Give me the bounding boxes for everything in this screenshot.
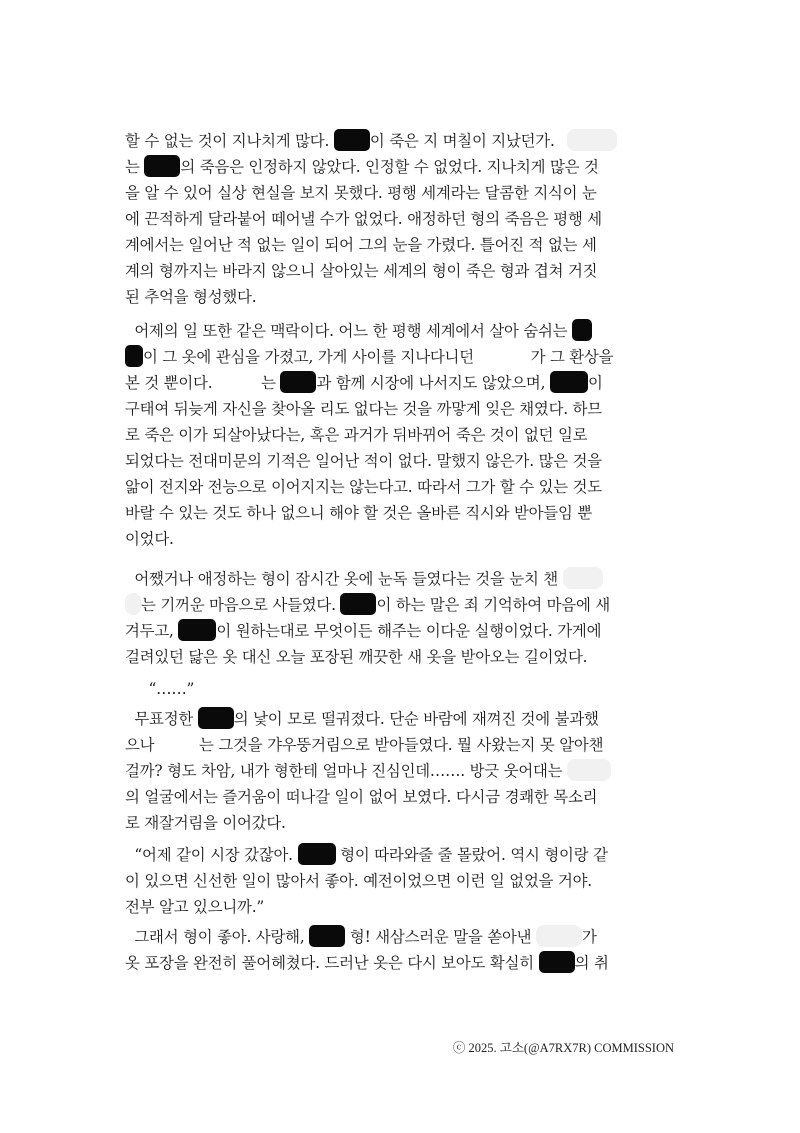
text-run: 는 기꺼운 마음으로 사들였다. bbox=[141, 596, 341, 614]
text-run: 형이 따라와줄 줄 몰랐어. 역시 형이랑 같 bbox=[335, 846, 608, 864]
text-run: 는 bbox=[261, 374, 281, 392]
text-run: 에 끈적하게 달라붙어 떼어낼 수가 없었다. 애정하던 형의 죽음은 평행 세 bbox=[125, 210, 602, 228]
text-run: 의 얼굴에서는 즐거움이 떠나갈 일이 없어 보였다. 다시금 경쾌한 목소리 bbox=[125, 788, 598, 806]
text-run: 본 것 뿐이다. bbox=[125, 374, 218, 392]
text-run: 되었다는 전대미문의 기적은 일어난 적이 없다. 말했지 않은가. 많은 것을 bbox=[125, 452, 602, 470]
text-run: 겨두고, bbox=[125, 622, 179, 640]
blank-gap bbox=[217, 371, 261, 393]
text-run: 으나 bbox=[125, 736, 160, 754]
redaction-block bbox=[550, 371, 588, 393]
text-run: 이 하는 말은 죄 기억하여 마음에 새 bbox=[376, 596, 610, 614]
text-run: 무표정한 bbox=[125, 710, 198, 728]
text-line bbox=[125, 344, 685, 370]
text-run: 계에서는 일어난 적 없는 일이 되어 그의 눈을 가렸다. 틀어진 적 없는 세 bbox=[125, 236, 597, 254]
text-line bbox=[125, 894, 685, 920]
text-run: 옷 포장을 완전히 풀어헤쳤다. 드러난 옷은 다시 보아도 확실히 bbox=[125, 954, 539, 972]
redaction-block bbox=[340, 593, 376, 615]
text-run: 가 bbox=[582, 928, 597, 946]
text-run: “……” bbox=[125, 680, 195, 698]
text-run: 이 bbox=[587, 374, 603, 392]
text-run: 계의 형까지는 바라지 않으니 살아있는 세계의 형이 죽은 형과 겹쳐 거짓 bbox=[125, 262, 598, 280]
text-run: 형! 새삼스러운 말을 쏟아낸 bbox=[345, 928, 537, 946]
redaction-block bbox=[125, 345, 143, 367]
text-line bbox=[125, 784, 685, 810]
text-line bbox=[125, 732, 685, 758]
text-line bbox=[125, 842, 685, 868]
redaction-block bbox=[298, 843, 336, 865]
text-line bbox=[125, 422, 685, 448]
text-line bbox=[125, 618, 685, 644]
text-line bbox=[125, 592, 685, 618]
text-run: 이었다. bbox=[125, 530, 174, 548]
faint-redaction bbox=[536, 925, 582, 947]
text-line bbox=[125, 566, 685, 592]
text-run: 이 죽은 지 며칠이 지났던가. bbox=[369, 132, 555, 150]
blank-gap bbox=[479, 345, 531, 367]
text-line bbox=[125, 206, 685, 232]
text-run: 이 있으면 신선한 일이 많아서 좋아. 예전이었으면 이런 일 없었을 거야. bbox=[125, 872, 592, 890]
text-line bbox=[125, 154, 685, 180]
text-run: 는 그것을 갸우뚱거림으로 받아들였다. 뭘 사왔는지 못 알아챈 bbox=[199, 736, 604, 754]
text-run: 는 bbox=[125, 158, 145, 176]
text-line bbox=[125, 500, 685, 526]
faint-redaction bbox=[567, 759, 611, 781]
text-line bbox=[125, 644, 685, 670]
text-run: 구태여 뒤늦게 자신을 찾아올 리도 없다는 것을 까맣게 잊은 채였다. 하므 bbox=[125, 400, 602, 418]
text-line bbox=[125, 924, 685, 950]
text-run: 걸까? 형도 차암, 내가 형한테 얼마나 진심인데……. 방긋 웃어대는 bbox=[125, 762, 568, 780]
text-line bbox=[125, 284, 685, 310]
faint-redaction bbox=[567, 129, 617, 151]
text-run: 전부 알고 있으니까.” bbox=[125, 898, 265, 916]
text-run: 어제의 일 또한 같은 맥락이다. 어느 한 평행 세계에서 살아 숨쉬는 bbox=[125, 322, 573, 340]
text-line bbox=[125, 318, 685, 344]
blank-gap bbox=[159, 733, 199, 755]
text-line bbox=[125, 370, 685, 396]
text-line bbox=[125, 474, 685, 500]
text-line bbox=[125, 448, 685, 474]
text-run: 할 수 없는 것이 지나치게 많다. bbox=[125, 132, 334, 150]
text-run: 된 추억을 형성했다. bbox=[125, 288, 257, 306]
redaction-block bbox=[572, 319, 592, 341]
text-line bbox=[125, 526, 685, 552]
text-run: 의 죽음은 인정하지 않았다. 인정할 수 없었다. 지나치게 많은 것 bbox=[180, 158, 599, 176]
redaction-block bbox=[334, 129, 370, 151]
redaction-block bbox=[539, 951, 575, 973]
text-run: 어쨌거나 애정하는 형이 잠시간 옷에 눈독 들였다는 것을 눈치 챈 bbox=[125, 570, 563, 588]
text-line bbox=[125, 810, 685, 836]
faint-redaction bbox=[563, 567, 603, 589]
text-line bbox=[125, 180, 685, 206]
redaction-block bbox=[144, 155, 180, 177]
text-run: 을 알 수 있어 실상 현실을 보지 못했다. 평행 세계라는 달콤한 지식이 눈 bbox=[125, 184, 597, 202]
text-run: 그래서 형이 좋아. 사랑해, bbox=[125, 928, 310, 946]
text-line bbox=[125, 232, 685, 258]
text-run: 과 함께 시장에 나서지도 않았으며, bbox=[316, 374, 550, 392]
text-line bbox=[125, 258, 685, 284]
text-line bbox=[125, 950, 685, 976]
text-run: “어제 같이 시장 갔잖아. bbox=[125, 846, 298, 864]
text-line bbox=[125, 706, 685, 732]
redaction-block bbox=[309, 925, 345, 947]
redaction-block bbox=[280, 371, 316, 393]
redaction-block bbox=[198, 707, 234, 729]
copyright-footer: ⓒ 2025. 고소(@A7RX7R) COMMISSION bbox=[452, 1041, 674, 1055]
text-run: 의 낯이 모로 떨궈졌다. 단순 바람에 재껴진 것에 불과했 bbox=[233, 710, 599, 728]
text-run: 앎이 전지와 전능으로 이어지지는 않는다고. 따라서 그가 할 수 있는 것도 bbox=[125, 478, 602, 496]
text-run: 가 그 환상을 bbox=[530, 348, 614, 366]
redaction-block bbox=[178, 619, 216, 641]
text-line bbox=[125, 676, 685, 702]
text-run: 로 죽은 이가 되살아났다는, 혹은 과거가 뒤바뀌어 죽은 것이 없던 일로 bbox=[125, 426, 588, 444]
text-line bbox=[125, 396, 685, 422]
faint-redaction bbox=[125, 593, 141, 615]
text-run: 이 그 옷에 관심을 가졌고, 가게 사이를 지나다니던 bbox=[143, 348, 479, 366]
text-run: 의 취 bbox=[574, 954, 609, 972]
text-run: 이 원하는대로 무엇이든 해주는 이다운 실행이었다. 가게에 bbox=[216, 622, 602, 640]
text-line bbox=[125, 758, 685, 784]
text-line bbox=[125, 868, 685, 894]
text-run: 로 재잘거림을 이어갔다. bbox=[125, 814, 286, 832]
text-run: 걸려있던 닳은 옷 대신 오늘 포장된 깨끗한 새 옷을 받아오는 길이었다. bbox=[125, 648, 588, 666]
text-run: 바랄 수 있는 것도 하나 없으니 해야 할 것은 올바른 직시와 받아들임 뿐 bbox=[125, 504, 592, 522]
text-line bbox=[125, 128, 685, 154]
